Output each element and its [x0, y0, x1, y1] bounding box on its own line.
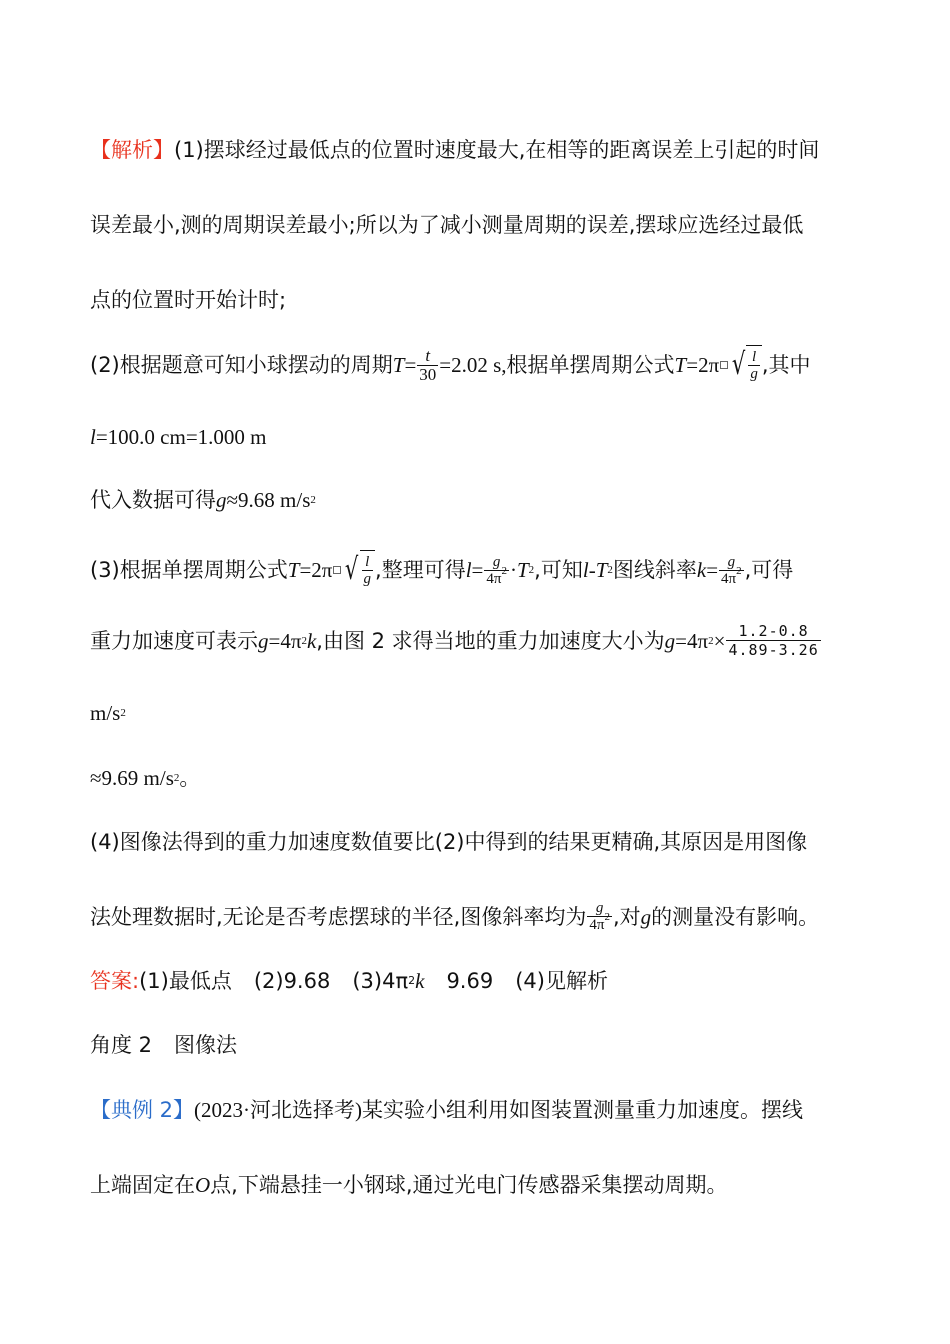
p4-l2-mid: ,对: [612, 904, 641, 929]
p3-l2-k: k: [306, 628, 317, 653]
example-line1-text: 某实验小组利用如图装置测量重力加速度。摆线: [362, 1098, 804, 1122]
p2-frac-num: t: [425, 345, 431, 365]
p3-frac-den-exp: 2: [501, 564, 507, 577]
p3-mid2: ,可知: [534, 558, 583, 582]
p2-l-var: l: [90, 425, 96, 449]
p2-period-fraction: [417, 347, 438, 384]
p3-mid3: 图线斜率: [612, 558, 697, 582]
p3-T: T: [287, 558, 300, 582]
placeholder-box-icon: [333, 566, 341, 574]
p2-result-text: 代入数据可得: [90, 488, 216, 512]
example-line-1: [90, 1095, 803, 1125]
p4-frac-den-exp: 2: [604, 911, 610, 923]
p2-result-value: ≈9.68 m/s: [226, 488, 311, 512]
p3-l2-eq: =4π: [268, 628, 302, 653]
p3-sqrt: [342, 550, 375, 590]
p3-l2-text: 重力加速度可表示: [90, 628, 258, 653]
analysis-p2-length: [90, 422, 267, 452]
example-l2-suffix: 点,下端悬挂一小钢球,通过光电门传感器采集摆动周期。: [210, 1173, 728, 1197]
p3-frac2-den-exp: 2: [736, 564, 742, 577]
p3-frac-num: g: [492, 553, 501, 570]
example-tag: 【典例 2】: [90, 1098, 195, 1122]
p4-line1: (4)图像法得到的重力加速度数值要比(2)中得到的结果更精确,其原因是用图像: [90, 830, 808, 854]
p3-prefix: (3)根据单摆周期公式: [90, 558, 288, 582]
analysis-p4-line2: [90, 900, 819, 933]
p2-value: =2.02 s,: [439, 353, 507, 377]
p4-l2-g: g: [640, 904, 652, 929]
p2-eq: =: [404, 353, 417, 377]
example-l2-O: O: [195, 1173, 211, 1197]
analysis-tag: 【解析】: [90, 138, 174, 162]
p3-l2-mid: ,由图 2 求得当地的重力加速度大小为: [316, 628, 665, 653]
p3-frac2-num: g: [727, 553, 736, 570]
angle-title: 图像法: [174, 1033, 238, 1057]
answer-2: (2)9.68: [253, 969, 331, 993]
p2-sqrt: [729, 345, 762, 385]
p2-formula-2pi: =2π: [686, 353, 720, 377]
p3-l2-eq2: =4π: [675, 628, 709, 653]
p2-l-value: =100.0 cm=1.000 m: [95, 425, 267, 449]
p3-l2-times: ×: [713, 628, 726, 653]
answer-4: (4)见解析: [515, 969, 608, 993]
example-l2-prefix: 上端固定在: [90, 1173, 195, 1197]
p3-fraction: [484, 554, 509, 587]
p3-l2-g2: g: [664, 628, 676, 653]
p3-mid: ,整理可得: [375, 558, 466, 582]
analysis-p1-line3: 点的位置时开始计时;: [90, 288, 287, 312]
p3-calc-fraction: [726, 622, 820, 659]
p3-eq: =: [471, 558, 484, 582]
p2-T: T: [392, 353, 405, 377]
p2-mid: 根据单摆周期公式: [506, 353, 675, 377]
p2-sqrt-den: g: [750, 366, 758, 382]
analysis-p3-line2: 重力加速度可表示 g =4π 2 k ,由图 2 求得当地的重力加速度大小为 g =4π 2 × $\frac{1.2-0.8}{4.89-3.26}$: [90, 622, 819, 659]
p4-fraction: [587, 900, 612, 933]
answer-label: 答案:: [90, 969, 140, 993]
placeholder-box-icon: [720, 361, 728, 369]
analysis-p3-approx: ≈9.69 m/s 2 。: [90, 763, 200, 793]
analysis-line-2: [90, 210, 803, 240]
p2-frac-den: 30: [419, 364, 437, 384]
p3-eq2: =: [706, 558, 719, 582]
p3-calc-den: 4.89-3.26: [728, 641, 819, 659]
example-line-2: [90, 1170, 728, 1200]
analysis-p3-line1: (3)根据单摆周期公式 T =2π √ $\frac{l}{g}$ ,整理可得 l = $\frac{g}{4\pi^2}$ · T 2 ,可知 l - T 2 图线斜率 k = $\frac{g}{4\pi^2}$ ,可得: [90, 550, 793, 590]
p4-l2-suffix: 的测量没有影响。: [651, 904, 820, 929]
p3-slope-fraction: [719, 554, 744, 587]
p3-2pi: =2π: [299, 558, 333, 582]
p3-sqrt-den: g: [363, 571, 372, 587]
p3-dash: -: [588, 558, 596, 582]
p4-l2-prefix: 法处理数据时,无论是否考虑摆球的半径,图像斜率均为: [90, 904, 587, 929]
p3-lT: l: [582, 558, 589, 582]
analysis-p1-line1: (1)摆球经过最低点的位置时速度最大,在相等的距离误差上引起的时间: [174, 138, 820, 162]
p3-approx-end: 。: [179, 766, 201, 790]
p3-approx: ≈9.69 m/s: [90, 766, 174, 790]
analysis-p3-unit: m/s 2: [90, 698, 126, 728]
p3-lT-T: T: [595, 558, 608, 582]
p2-suffix: ,其中: [761, 353, 811, 377]
analysis-p1-line2: 误差最小,测的周期误差最小;所以为了减小测量周期的误差,摆球应选经过最低: [90, 213, 804, 237]
answer-3-value: 9.69: [446, 969, 494, 993]
p3-suffix: ,可得: [744, 558, 794, 582]
p2-sqrt-fraction: [748, 349, 760, 382]
example-source: (2023·河北选择考): [194, 1098, 363, 1122]
answer-1: (1)最低点: [139, 969, 232, 993]
p4-frac-den: 4π: [589, 917, 605, 933]
angle-label: 角度 2: [90, 1033, 153, 1057]
analysis-p4-line1: [90, 827, 807, 857]
p3-sqrt-fraction: [362, 554, 374, 587]
analysis-line-3: [90, 285, 286, 315]
analysis-p2-line: [90, 345, 811, 385]
p3-l: l: [465, 558, 472, 582]
p4-frac-num: g: [595, 900, 604, 916]
p3-frac2-den: 4π: [721, 570, 737, 587]
analysis-line-1: [90, 135, 819, 165]
answer-3-k: k: [415, 969, 425, 993]
p3-T2: T: [516, 558, 529, 582]
p2-sqrt-num: l: [751, 349, 757, 365]
p2-formula-T: T: [674, 353, 687, 377]
p2-prefix: (2)根据题意可知小球摆动的周期: [90, 353, 393, 377]
p3-dot: ·: [509, 558, 517, 582]
p3-k: k: [696, 558, 707, 582]
sqrt-icon: √: [345, 552, 359, 587]
p2-result-var: g: [216, 488, 227, 512]
p3-frac-den: 4π: [486, 570, 502, 587]
p3-l2-g: g: [258, 628, 269, 653]
p3-unit: m/s: [90, 701, 121, 725]
answer-3-prefix: (3)4π: [352, 969, 409, 993]
angle-heading: [90, 1030, 237, 1060]
p3-calc-num: 1.2-0.8: [738, 622, 809, 640]
p3-sqrt-num: l: [365, 554, 370, 570]
answer-line: 答案: (1)最低点 (2)9.68 (3)4π 2 k 9.69 (4)见解析: [90, 966, 608, 996]
analysis-p2-result: 代入数据可得 g ≈9.68 m/s 2: [90, 485, 316, 515]
sqrt-icon: √: [732, 347, 746, 382]
